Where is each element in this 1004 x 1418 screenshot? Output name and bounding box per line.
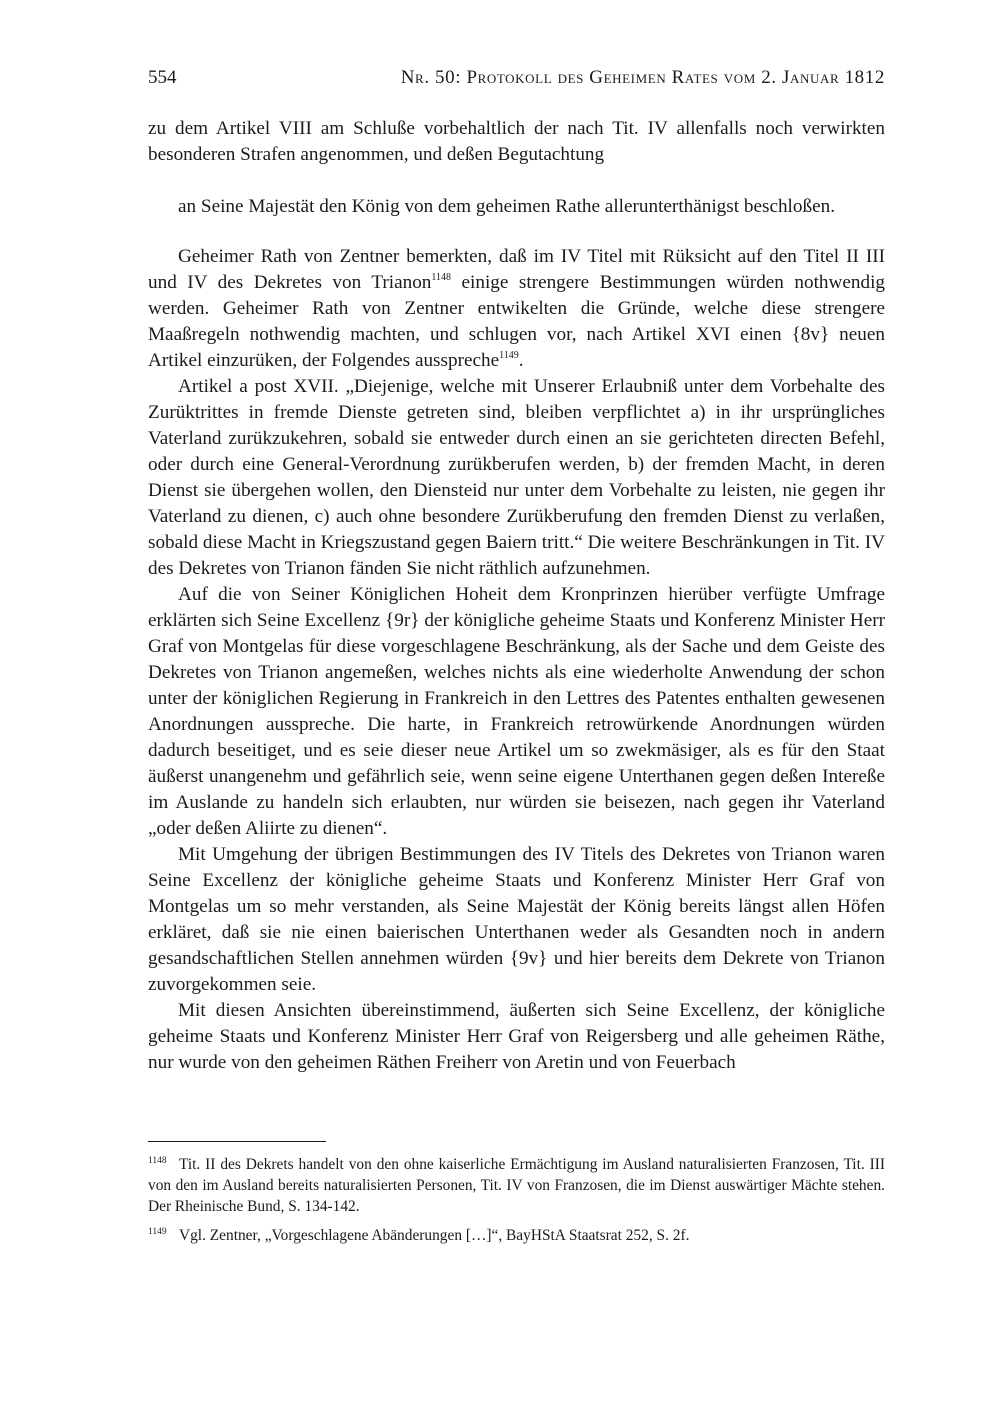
- paragraph-reigersberg-agreement: Mit diesen Ansichten übereinstimmend, äußerten sich Seine Excellenz, der königliche geheime Staats und Konferenz Minister Herr Graf von Reigersberg und alle geheimen Räthe, nur wurde von den geheimen Räthen Freiherr von Aretin und von Feuerbach: [148, 1000, 885, 1073]
- running-title: Nr. 50: Protokoll des Geheimen Rates vom 2. Januar 1812: [400, 67, 885, 88]
- paragraph-montgelas-agreement: Mit Umgehung der übrigen Bestimmungen des IV Titels des Dekretes von Trianon waren Seine Excellenz der königliche geheime Staats und Konferenz Minister Herr Graf von Montgelas um so mehr verstanden, als Seine Majestät der König bereits längst allen Höfen erkläret, daß sie nie einen baierischen Unterthanen weder als Gesandten noch in andern gesandschaftlichen Stellen annehmen würden {9v} und hier bereits dem Dekrete von Trianon zuvorgekommen seie.: [148, 844, 885, 995]
- footnote-1149: 1149 Vgl. Zentner, „Vorgeschlagene Abänderungen […]“, BayHStA Staatsrat 252, S. 2f.: [148, 1227, 690, 1244]
- paragraph-continuation: zu dem Artikel VIII am Schluße vorbehaltlich der nach Tit. IV allenfalls noch verwirkten besonderen Strafen angenommen, und deßen Begutachtung: [148, 118, 885, 165]
- paragraph-resolution: an Seine Majestät den König von dem geheimen Rathe allerunterthänigst beschloßen.: [178, 196, 835, 217]
- footnote-text: Tit. II des Dekrets handelt von den ohne kaiserliche Ermächtigung im Ausland naturalisierten Franzosen, Tit. III von den im Ausland bereits naturalisierten Personen, Tit. IV von Franzosen, die im Dienst auswärtiger Mächte stehen. Der Rheinische Bund, S. 134-142.: [148, 1156, 885, 1215]
- page: [148, 66, 885, 1076]
- footnote-1148: 1148 Tit. II des Dekrets handelt von den ohne kaiserliche Ermächtigung im Ausland naturalisierten Franzosen, Tit. III von den im Ausland bereits naturalisierten Personen, Tit. IV von Franzosen, die im Dienst auswärtiger Mächte stehen. Der Rheinische Bund, S. 134-142.: [148, 1156, 885, 1215]
- paragraph-article-proposal: Artikel a post XVII. „Diejenige, welche mit Unserer Erlaubniß unter dem Vorbehalte des Zurüktrittes in fremde Dienste getreten sind, bleiben verpflichtet a) in ihr ursprüngliches Vaterland zurükzukehren, sobald sie entweder durch einen an sie gerichteten directen Befehl, oder durch eine General-Verordnung zurükberufen werden, b) der fremden Macht, in deren Dienst sie übergehen wollen, den Diensteid nur unter dem Vorbehalte zu leisten, nie gegen ihr Vaterland zu dienen, c) auch ohne besondere Zurükberufung den fremden Dienst zu verlaßen, sobald diese Macht in Kriegszustand gegen Baiern tritt.“ Die weitere Beschränkungen in Tit. IV des Dekretes von Trianon fänden Sie nicht räthlich aufzunehmen.: [148, 376, 885, 579]
- page-header: [148, 66, 885, 90]
- main-text: [148, 116, 885, 1076]
- paragraph-text: einige strengere Bestimmungen würden nothwendig werden. Geheimer Rath von Zentner entwikelten die Gründe, welche diese strengere Maaßregeln nothwendig machten, und schlugen vor, nach Artikel XVI einen {8v} neuen Artikel einzurüken, der Folgendes ausspreche: [148, 272, 885, 371]
- footnotes: [148, 1154, 885, 1254]
- footnote-ref-1149[interactable]: 1149: [499, 350, 519, 361]
- paragraph-text: Geheimer Rath von Zentner bemerkten, daß im IV Titel mit Rüksicht auf den Titel II III und IV des Dekretes von Trianon: [148, 246, 885, 293]
- page-number: 554: [148, 67, 177, 88]
- footnote-text: Vgl. Zentner, „Vorgeschlagene Abänderungen […]“, BayHStA Staatsrat 252, S. 2f.: [179, 1227, 690, 1244]
- footnote-divider: [148, 1141, 326, 1142]
- paragraph-zentner-remarks: [148, 244, 885, 374]
- paragraph-text: .: [518, 350, 524, 371]
- footnote-ref-1148[interactable]: 1148: [431, 272, 452, 283]
- paragraph-montgelas-opinion: Auf die von Seiner Königlichen Hoheit dem Kronprinzen hierüber verfügte Umfrage erklärten sich Seine Excellenz {9r} der königliche geheime Staats und Konferenz Minister Herr Graf von Montgelas für diese vorgeschlagene Beschränkung, als der Sache und dem Geiste des Dekretes von Trianon angemeßen, welches nichts als eine wiederholte Anwendung der schon unter der königlichen Regierung in Frankreich in den Lettres des Patentes enthalten gewesenen Anordnungen ausspreche. Die harte, in Frankreich retrowürkende Anordnungen würden dadurch beseitiget, und es seie dieser neue Artikel um so zwekmäsiger, als es für den Staat äußerst unangenehm und gefährlich seie, wenn seine eigene Unterthanen gegen deßen Intereße im Auslande zu handeln sich erlaubten, nur würden sie beisezen, nach gegen ihr Vaterland „oder deßen Aliirte zu dienen“.: [148, 584, 885, 839]
